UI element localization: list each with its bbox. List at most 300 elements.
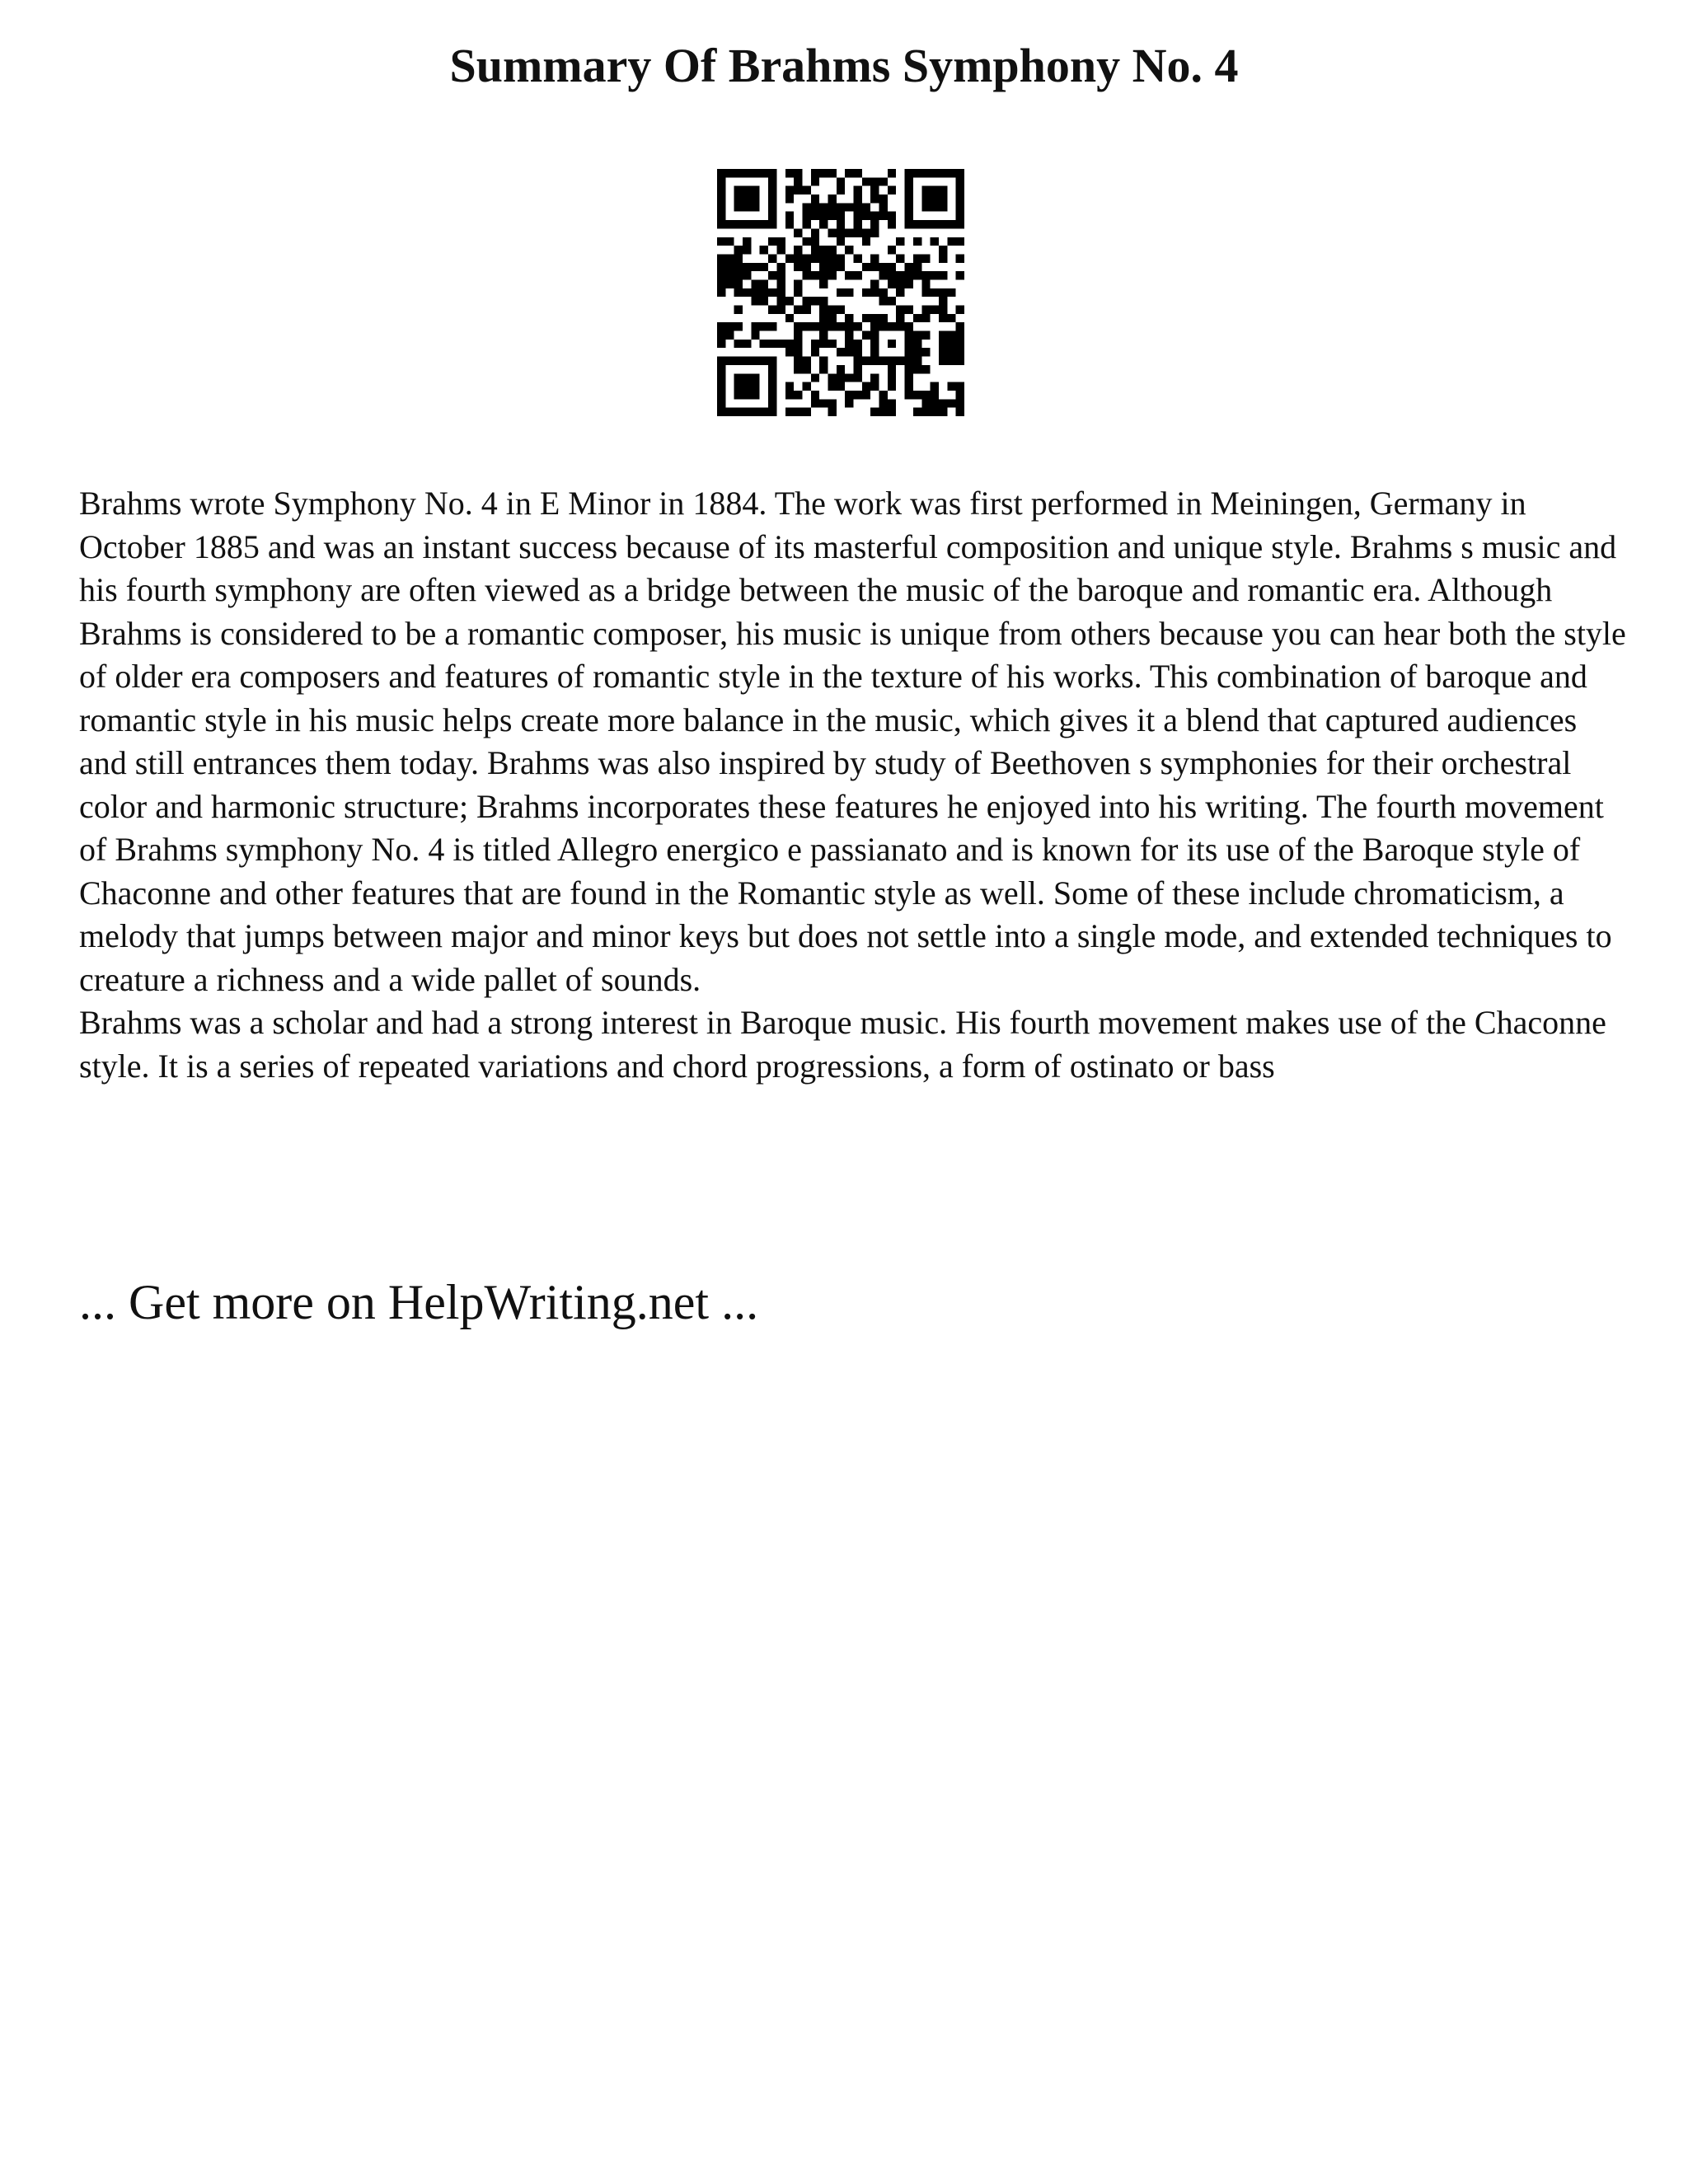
qr-module	[785, 194, 794, 203]
qr-module	[768, 288, 776, 297]
qr-module	[802, 263, 810, 271]
qr-module	[819, 279, 828, 288]
qr-module	[776, 279, 785, 288]
qr-module	[862, 212, 870, 220]
qr-module	[811, 228, 819, 237]
qr-module	[896, 357, 904, 365]
qr-module	[811, 237, 819, 246]
qr-module	[743, 169, 751, 177]
qr-module	[870, 220, 879, 228]
qr-module	[776, 237, 785, 246]
qr-module	[785, 391, 794, 399]
qr-module	[819, 246, 828, 254]
qr-module	[794, 263, 802, 271]
qr-module	[743, 357, 751, 365]
qr-module	[785, 408, 794, 416]
qr-module	[802, 306, 810, 314]
qr-module	[717, 408, 725, 416]
qr-module	[819, 254, 828, 262]
qr-module	[811, 203, 819, 211]
qr-module	[717, 365, 725, 373]
qr-module	[870, 331, 879, 340]
qr-module	[921, 314, 930, 322]
qr-module	[768, 340, 776, 348]
qr-module	[854, 271, 862, 279]
qr-module	[837, 237, 845, 246]
qr-module	[947, 220, 955, 228]
qr-module	[905, 271, 913, 279]
qr-module	[811, 348, 819, 356]
qr-module	[811, 212, 819, 220]
qr-module	[802, 237, 810, 246]
qr-module	[734, 382, 743, 391]
qr-module	[870, 314, 879, 322]
qr-module	[717, 194, 725, 203]
qr-module	[956, 254, 964, 262]
qr-module	[870, 254, 879, 262]
qr-module	[854, 203, 862, 211]
qr-module	[862, 237, 870, 246]
qr-module	[743, 220, 751, 228]
qr-module	[828, 408, 836, 416]
qr-module	[896, 237, 904, 246]
qr-module	[760, 340, 768, 348]
qr-module	[717, 169, 725, 177]
qr-module	[734, 194, 743, 203]
qr-module	[828, 340, 836, 348]
qr-module	[939, 271, 947, 279]
qr-module	[725, 263, 734, 271]
qr-module	[870, 340, 879, 348]
qr-module	[717, 186, 725, 194]
qr-module	[921, 169, 930, 177]
qr-module	[794, 331, 802, 340]
qr-module	[811, 297, 819, 305]
qr-module	[956, 306, 964, 314]
qr-module	[837, 254, 845, 262]
qr-module	[862, 288, 870, 297]
qr-module	[837, 203, 845, 211]
qr-module	[854, 322, 862, 330]
qr-module	[768, 322, 776, 330]
qr-module	[870, 373, 879, 382]
qr-module	[870, 322, 879, 330]
qr-module	[931, 391, 939, 399]
qr-module	[837, 306, 845, 314]
qr-module	[879, 297, 888, 305]
qr-module	[828, 322, 836, 330]
qr-module	[888, 212, 896, 220]
qr-module	[862, 263, 870, 271]
qr-module	[794, 348, 802, 356]
qr-module	[837, 228, 845, 237]
qr-module	[879, 212, 888, 220]
qr-module	[896, 314, 904, 322]
qr-module	[931, 220, 939, 228]
qr-module	[905, 279, 913, 288]
qr-module	[776, 263, 785, 271]
qr-module	[751, 263, 759, 271]
qr-module	[913, 340, 921, 348]
qr-module	[931, 169, 939, 177]
qr-module	[751, 297, 759, 305]
qr-module	[828, 399, 836, 407]
qr-module	[870, 263, 879, 271]
qr-module	[734, 340, 743, 348]
qr-module	[828, 228, 836, 237]
qr-module	[828, 194, 836, 203]
qr-module	[888, 271, 896, 279]
qr-module	[905, 186, 913, 194]
qr-module	[768, 399, 776, 407]
qr-module	[802, 297, 810, 305]
qr-module	[776, 271, 785, 279]
qr-module	[956, 186, 964, 194]
qr-module	[905, 194, 913, 203]
qr-module	[845, 331, 853, 340]
qr-module	[717, 220, 725, 228]
qr-module	[956, 322, 964, 330]
qr-module	[734, 169, 743, 177]
qr-module	[870, 186, 879, 194]
qr-module	[768, 391, 776, 399]
qr-module	[717, 331, 725, 340]
qr-module	[931, 186, 939, 194]
qr-module	[717, 399, 725, 407]
qr-module	[837, 382, 845, 391]
qr-module	[717, 373, 725, 382]
qr-module	[862, 331, 870, 340]
qr-module	[931, 203, 939, 211]
qr-module	[785, 169, 794, 177]
qr-module	[751, 357, 759, 365]
qr-module	[888, 169, 896, 177]
qr-module	[939, 203, 947, 211]
qr-module	[828, 382, 836, 391]
qr-module	[743, 382, 751, 391]
qr-module	[854, 357, 862, 365]
qr-module	[811, 322, 819, 330]
qr-module	[717, 177, 725, 185]
qr-module	[717, 203, 725, 211]
qr-module	[768, 169, 776, 177]
qr-module	[802, 254, 810, 262]
qr-module	[905, 373, 913, 382]
qr-module	[896, 306, 904, 314]
qr-module	[854, 254, 862, 262]
qr-module	[819, 306, 828, 314]
qr-module	[794, 279, 802, 288]
qr-module	[725, 271, 734, 279]
qr-module	[734, 271, 743, 279]
qr-module	[717, 391, 725, 399]
qr-module	[956, 408, 964, 416]
qr-module	[879, 322, 888, 330]
qr-module	[888, 263, 896, 271]
qr-module	[751, 382, 759, 391]
qr-module	[956, 169, 964, 177]
qr-module	[819, 297, 828, 305]
qr-module	[785, 254, 794, 262]
qr-module	[931, 382, 939, 391]
qr-module	[896, 254, 904, 262]
qr-module	[888, 186, 896, 194]
get-more-link[interactable]: ... Get more on HelpWriting.net ...	[79, 1275, 759, 1329]
qr-module	[888, 365, 896, 373]
qr-module	[879, 288, 888, 297]
qr-module	[956, 399, 964, 407]
qr-module	[837, 177, 845, 185]
qr-module	[921, 391, 930, 399]
qr-module	[956, 357, 964, 365]
qr-module	[717, 237, 725, 246]
qr-module	[734, 186, 743, 194]
qr-module	[854, 365, 862, 373]
qr-module	[947, 288, 955, 297]
qr-module	[947, 340, 955, 348]
qr-module	[717, 382, 725, 391]
qr-module	[921, 288, 930, 297]
qr-module	[819, 271, 828, 279]
qr-module	[751, 186, 759, 194]
qr-module	[734, 288, 743, 297]
qr-module	[939, 314, 947, 322]
qr-module	[862, 228, 870, 237]
qr-module	[854, 373, 862, 382]
qr-module	[947, 382, 955, 391]
qr-module	[913, 391, 921, 399]
qr-module	[768, 194, 776, 203]
qr-module	[768, 177, 776, 185]
qr-module	[717, 212, 725, 220]
qr-module	[921, 186, 930, 194]
qr-module	[837, 263, 845, 271]
qr-module	[751, 288, 759, 297]
qr-module	[921, 271, 930, 279]
qr-module	[794, 357, 802, 365]
qr-module	[896, 322, 904, 330]
qr-module	[725, 254, 734, 262]
qr-module	[947, 314, 955, 322]
qr-module	[921, 331, 930, 340]
qr-module	[879, 263, 888, 271]
article-paragraph: Brahms was a scholar and had a strong interest in Baroque music. His fourth movement makes use of the Chaconne style. It is a series of repeated variations and chord progressions, a form of ostinato or bass	[79, 1004, 1606, 1085]
qr-module	[931, 306, 939, 314]
qr-module	[921, 348, 930, 356]
qr-module	[768, 357, 776, 365]
qr-module	[776, 340, 785, 348]
qr-module	[743, 237, 751, 246]
qr-module	[768, 373, 776, 382]
qr-module	[870, 228, 879, 237]
qr-module	[794, 322, 802, 330]
qr-module	[828, 314, 836, 322]
qr-module	[802, 212, 810, 220]
qr-module	[760, 263, 768, 271]
qr-module	[743, 288, 751, 297]
qr-module	[921, 306, 930, 314]
qr-module	[956, 331, 964, 340]
qr-module	[837, 212, 845, 220]
qr-module	[845, 399, 853, 407]
qr-module	[760, 279, 768, 288]
qr-module	[947, 237, 955, 246]
qr-module	[913, 357, 921, 365]
qr-module	[921, 279, 930, 288]
qr-module	[802, 357, 810, 365]
qr-module	[854, 348, 862, 356]
qr-module	[879, 271, 888, 279]
qr-module	[743, 391, 751, 399]
qr-module	[794, 254, 802, 262]
qr-module	[776, 288, 785, 297]
qr-module	[854, 169, 862, 177]
qr-module	[905, 212, 913, 220]
qr-module	[751, 279, 759, 288]
qr-module	[913, 237, 921, 246]
qr-module	[845, 271, 853, 279]
qr-module	[734, 306, 743, 314]
qr-module	[725, 279, 734, 288]
qr-module	[956, 237, 964, 246]
qr-module	[905, 348, 913, 356]
qr-module	[785, 340, 794, 348]
qr-module	[819, 212, 828, 220]
qr-module	[785, 220, 794, 228]
qr-module	[879, 194, 888, 203]
qr-module	[743, 246, 751, 254]
qr-module	[828, 203, 836, 211]
qr-module	[854, 220, 862, 228]
qr-module	[905, 365, 913, 373]
qr-module	[811, 391, 819, 399]
qr-module	[879, 391, 888, 399]
qr-module	[862, 314, 870, 322]
qr-module	[811, 340, 819, 348]
qr-module	[896, 271, 904, 279]
qr-module	[768, 365, 776, 373]
qr-module	[828, 263, 836, 271]
qr-module	[939, 254, 947, 262]
qr-module	[913, 314, 921, 322]
qr-module	[939, 288, 947, 297]
qr-module	[828, 169, 836, 177]
qr-module	[870, 348, 879, 356]
qr-module	[888, 373, 896, 382]
qr-module	[734, 279, 743, 288]
qr-module	[768, 203, 776, 211]
qr-module	[845, 203, 853, 211]
qr-module	[751, 194, 759, 203]
qr-module	[768, 186, 776, 194]
qr-module	[905, 177, 913, 185]
qr-module	[956, 271, 964, 279]
qr-module	[854, 186, 862, 194]
qr-module	[751, 331, 759, 340]
qr-module	[717, 254, 725, 262]
qr-module	[751, 169, 759, 177]
qr-module	[828, 271, 836, 279]
qr-module	[768, 271, 776, 279]
qr-module	[854, 228, 862, 237]
qr-module	[794, 288, 802, 297]
qr-module	[811, 177, 819, 185]
qr-module	[760, 408, 768, 416]
qr-module	[794, 340, 802, 348]
qr-module	[819, 314, 828, 322]
qr-module	[802, 271, 810, 279]
qr-module	[905, 263, 913, 271]
qr-module	[717, 322, 725, 330]
qr-module	[913, 408, 921, 416]
qr-module	[913, 254, 921, 262]
qr-module	[811, 246, 819, 254]
qr-module	[811, 373, 819, 382]
qr-module	[734, 203, 743, 211]
qr-module	[956, 391, 964, 399]
qr-module	[811, 194, 819, 203]
qr-module	[725, 322, 734, 330]
qr-module	[862, 203, 870, 211]
qr-module	[837, 322, 845, 330]
qr-module	[956, 348, 964, 356]
page-title: Summary Of Brahms Symphony No. 4	[449, 39, 1239, 92]
qr-module	[802, 382, 810, 391]
qr-module	[768, 237, 776, 246]
qr-module	[734, 254, 743, 262]
qr-module	[931, 271, 939, 279]
qr-module	[802, 322, 810, 330]
qr-module	[837, 186, 845, 194]
qr-module	[870, 288, 879, 297]
qr-module	[879, 203, 888, 211]
qr-module	[939, 331, 947, 340]
qr-module	[811, 399, 819, 407]
qr-module	[888, 279, 896, 288]
qr-module	[888, 220, 896, 228]
qr-module	[939, 399, 947, 407]
qr-module	[888, 399, 896, 407]
qr-module	[845, 391, 853, 399]
qr-module	[862, 177, 870, 185]
qr-module	[828, 212, 836, 220]
qr-module	[939, 220, 947, 228]
qr-module	[905, 391, 913, 399]
qr-module	[751, 203, 759, 211]
qr-module	[913, 271, 921, 279]
qr-module	[768, 408, 776, 416]
qr-module	[947, 169, 955, 177]
qr-module	[870, 177, 879, 185]
qr-module	[785, 212, 794, 220]
qr-module	[845, 246, 853, 254]
qr-module	[879, 177, 888, 185]
qr-module	[956, 203, 964, 211]
qr-module	[743, 194, 751, 203]
qr-module	[862, 391, 870, 399]
qr-module	[913, 365, 921, 373]
qr-module	[888, 382, 896, 391]
qr-module	[931, 237, 939, 246]
qr-module	[939, 246, 947, 254]
qr-module	[939, 357, 947, 365]
qr-module	[768, 254, 776, 262]
qr-module	[751, 322, 759, 330]
qr-module	[931, 288, 939, 297]
qr-module	[956, 340, 964, 348]
qr-module	[725, 408, 734, 416]
qr-module	[921, 399, 930, 407]
